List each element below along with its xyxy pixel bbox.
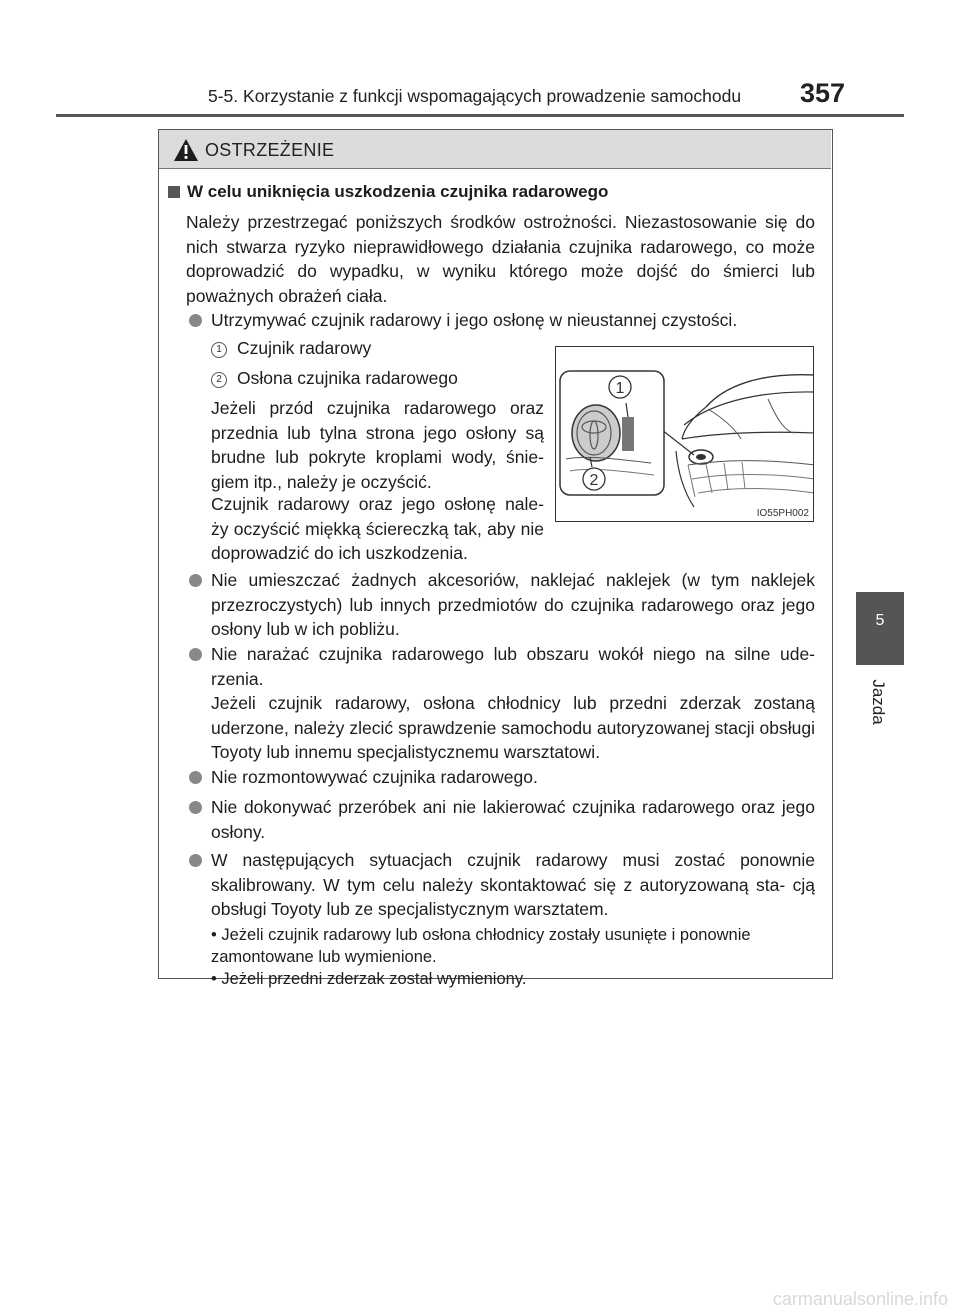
header-title: 5-5. Korzystanie z funkcji wspomagających prowadzenie samochodu <box>208 86 742 106</box>
legend-label-2: Osłona czujnika radarowego <box>237 368 458 388</box>
bullet-dot <box>189 854 202 867</box>
warning-triangle-icon <box>173 138 199 162</box>
watermark-logo <box>690 1288 950 1310</box>
legend-number-1: 1 <box>211 342 227 358</box>
intro-paragraph: Należy przestrzegać poniższych środków ostrożności. Niezastosowanie się do nich stwarza ryzyko nieprawidłowego działania czujnika radarowego, co może doprowadzić do wypadku, w wyniku którego może dojść do śmierci lub poważnych obrażeń ciała. <box>186 212 815 306</box>
figure-paragraph-cleaning: Czujnik radarowy oraz jego osłonę nale- ży oczyścić miękką ściereczką tak, aby nie doprowadzić do ich uszkodzenia. <box>211 494 544 563</box>
chapter-tab-label-wrap <box>868 672 888 732</box>
figure-code: IO55PH002 <box>756 508 809 519</box>
bullet-no-modifications: Nie dokonywać przeróbek ani nie lakierować czujnika radarowego oraz jego osłony. <box>211 797 815 842</box>
warning-header <box>159 130 831 169</box>
bullet-recalibration: W następujących sytuacjach czujnik radarowy musi zostać ponownie skalibrowany. W tym celu należy skontaktować się z autoryzowaną sta- cją obsługi Toyoty lub ze specjalistycznym warsztatem. <box>211 850 815 919</box>
header-rule <box>56 114 904 117</box>
radar-sensor-figure <box>555 346 814 522</box>
svg-text:carmanualsonline.info: carmanualsonline.info <box>772 1289 948 1309</box>
section-title: W celu uniknięcia uszkodzenia czujnika radarowego <box>187 182 609 201</box>
chapter-tab-number: 5 <box>875 612 885 629</box>
bullet-no-impacts: Nie narażać czujnika radarowego lub obszaru wokół niego na silne ude- rzenia. <box>211 644 815 689</box>
svg-text:1: 1 <box>615 380 625 397</box>
bullet-dot <box>189 771 202 784</box>
bullet-clean-sensor: Utrzymywać czujnik radarowy i jego osłonę w nieustannej czystości. <box>211 310 738 330</box>
warning-box <box>158 129 833 988</box>
chapter-tab-label: Jazda <box>869 679 888 725</box>
bullet-dot <box>189 574 202 587</box>
car-front-illustration <box>556 347 814 522</box>
legend-number-2: 2 <box>211 372 227 388</box>
figure-paragraph-dirty: Jeżeli przód czujnika radarowego oraz przednia lub tylna strona jego osłony są brudne lub pokryte kroplami wody, śnie- giem itp., należy je oczyścić. <box>211 398 544 492</box>
sub-item-reinstalled: • Jeżeli czujnik radarowy lub osłona chłodnicy zostały usunięte i ponownie zamontowane lub wymienione. <box>211 926 751 966</box>
section-square-bullet <box>168 186 180 198</box>
bullet-no-accessories: Nie umieszczać żadnych akcesoriów, naklejać naklejek (w tym naklejek przezroczystych) lub innych przedmiotów do czujnika radarowego oraz jego osłony lub w ich pobliżu. <box>211 570 815 639</box>
bullet-impacts-continued: Jeżeli czujnik radarowy, osłona chłodnicy lub przedni zderzak zostaną uderzone, należy zlecić sprawdzenie samochodu autoryzowanej stacji obsługi Toyoty lub innemu specjalistycznemu warsztatowi. <box>211 693 815 762</box>
bullet-dot <box>189 648 202 661</box>
legend-label-1: Czujnik radarowy <box>237 338 372 358</box>
svg-text:2: 2 <box>589 472 599 489</box>
bullet-dot <box>189 801 202 814</box>
page-number: 357 <box>800 78 846 108</box>
sub-item-bumper-replaced: • Jeżeli przedni zderzak został wymieniony. <box>211 970 527 988</box>
bullet-dot <box>189 314 202 327</box>
bullet-no-disassembly: Nie rozmontowywać czujnika radarowego. <box>211 767 538 787</box>
warning-title: OSTRZEŻENIE <box>205 140 335 160</box>
